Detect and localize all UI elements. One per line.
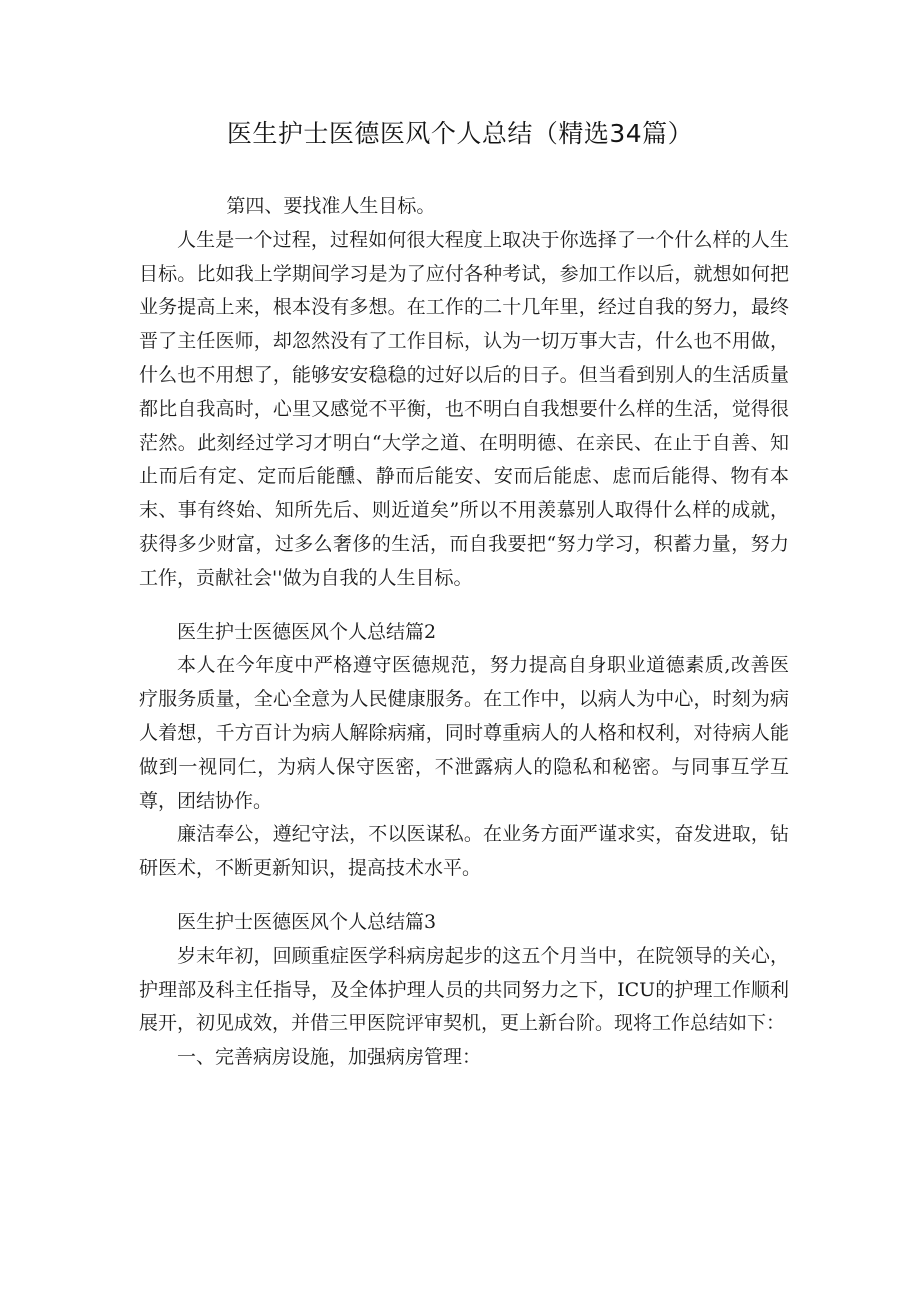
section-heading: 医生护士医德医风个人总结篇3 [177,910,437,933]
paragraph: 岁末年初，回顾重症医学科病房起步的这五个月当中，在院领导的关心，护理部及科主任指导，及全体护理人员的共同努力之下，ICU的护理工作顺利展开，初见成效，并借三甲医院评审契机，更上新台阶。现将工作总结如下： [139,944,789,1035]
paragraph: 一、完善病房设施，加强病房管理： [177,1046,482,1069]
document-title: 医生护士医德医风个人总结（精选34篇） [226,119,694,148]
section-gap [139,596,789,616]
section-heading: 第四、要找准人生目标。 [226,195,436,217]
paragraph: 本人在今年度中严格遵守医德规范，努力提高自身职业道德素质,改善医疗服务质量，全心全意为人民健康服务。在工作中，以病人为中心，时刻为病人着想，千方百计为病人解除病痛，同时尊重病人的人格和权利，对待病人能做到一视同仁，为病人保守医密，不泄露病人的隐私和秘密。与同事互学互尊，团结协作。 [139,654,789,812]
section-gap [139,886,789,906]
section-heading: 医生护士医德医风个人总结篇2 [177,620,437,643]
document-body [139,190,789,1075]
paragraph: 人生是一个过程，过程如何很大程度上取决于你选择了一个什么样的人生目标。比如我上学期间学习是为了应付各种考试，参加工作以后，就想如何把业务提高上来，根本没有多想。在工作的二十几年里，经过自我的努力，最终晋了主任医师，却忽然没有了工作目标，认为一切万事大吉，什么也不用做，什么也不用想了，能够安安稳稳的过好以后的日子。但当看到别人的生活质量都比自我高时，心里又感觉不平衡，也不明白自我想要什么样的生活，觉得很茫然。此刻经过学习才明白“大学之道、在明明德、在亲民、在止于自善、知止而后有定、定而后能醺、静而后能安、安而后能虑、虑而后能得、物有本末、事有终始、知所先后、则近道矣”所以不用羡慕别人取得什么样的成就，获得多少财富，过多么奢侈的生活，而自我要把“努力学习，积蓄力量，努力工作，贡献社会''做为自我的人生目标。 [139,228,789,589]
paragraph: 廉洁奉公，遵纪守法，不以医谋私。在业务方面严谨求实，奋发进取，钻研医术，不断更新知识，提高技术水平。 [139,823,789,880]
